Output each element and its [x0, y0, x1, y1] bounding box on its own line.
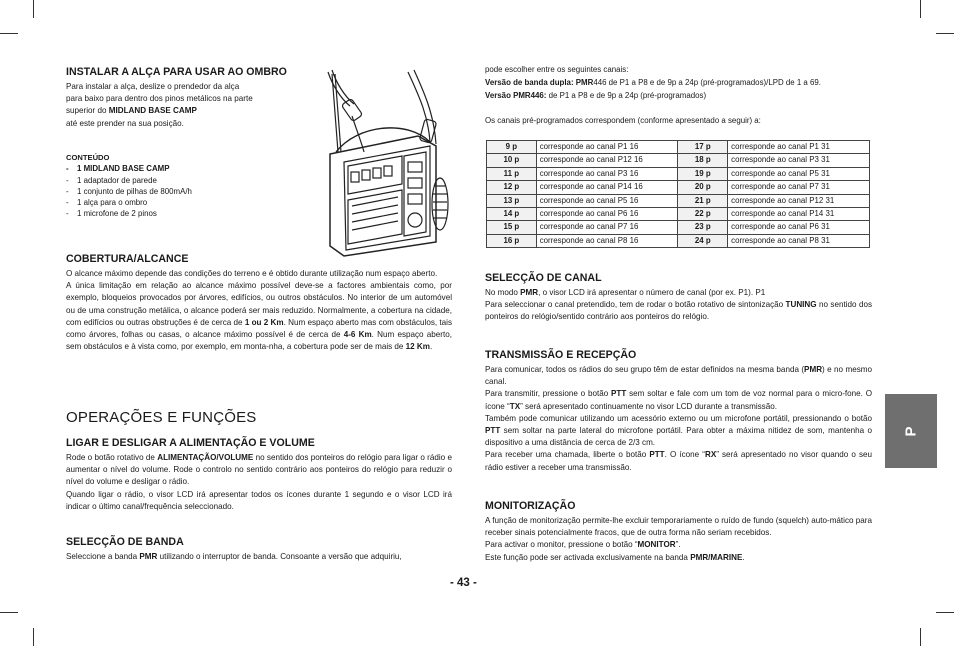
preset-intro: Os canais pré-programados correspondem (conforme apresentado a seguir) a:: [485, 116, 761, 125]
table-cell: corresponde ao canal P1 16: [536, 141, 678, 154]
table-cell: 16 p: [487, 234, 537, 247]
monitor-section: [485, 500, 872, 564]
table-cell: corresponde ao canal P12 31: [728, 194, 870, 207]
power-section: [66, 437, 452, 513]
contents-list: [66, 163, 266, 219]
radio-illustration: [318, 64, 460, 260]
table-cell: 15 p: [487, 221, 537, 234]
strap-title: INSTALAR A ALÇA PARA USAR AO OMBRO: [66, 66, 287, 78]
strap-line: Para instalar a alça, deslize o prendedor da alça: [66, 82, 240, 91]
language-tab-letter: P: [902, 425, 920, 437]
table-cell: corresponde ao canal P14 16: [536, 181, 678, 194]
list-item: - 1 adaptador de parede: [66, 175, 266, 186]
crop-mark: [936, 33, 954, 34]
monitor-paragraph: A função de monitorização permite-lhe excluir temporariamente o ruído de fundo (squelch) auto-mático para receber sinais potencialmente fracos, que de outra forma não seriam recebidos.: [485, 516, 872, 538]
table-cell: 22 p: [678, 208, 728, 221]
table-cell: corresponde ao canal P3 31: [728, 154, 870, 167]
crop-mark: [920, 628, 921, 646]
power-paragraph: Rode o botão rotativo de ALIMENTAÇÃO/VOLUME no sentido dos ponteiros do relógio para ligar o rádio e aumentar o nível do volume. Rode o controlo no sentido contrário aos ponteiros do relógio para reduzir o nível do volume e desligar o rádio.: [66, 453, 452, 487]
table-row: [487, 141, 870, 154]
dual-version: Versão de banda dupla: PMR446 de P1 a P8 e de 9p a 24p (pré-programados)/LPD de 1 a 69.: [485, 78, 821, 87]
table-cell: 10 p: [487, 154, 537, 167]
power-paragraph: Quando ligar o rádio, o visor LCD irá apresentar todos os ícones durante 1 segundo e o visor LCD irá indicar o último canal/frequência seleccionado.: [66, 489, 452, 511]
txrx-title: TRANSMISSÃO E RECEPÇÃO: [485, 349, 637, 361]
table-cell: 13 p: [487, 194, 537, 207]
monitor-title: MONITORIZAÇÃO: [485, 500, 576, 512]
channel-table: [486, 140, 870, 248]
txrx-paragraph: Para comunicar, todos os rádios do seu grupo têm de estar definidos na mesma banda (PMR) e no mesmo canal.: [485, 365, 872, 387]
coverage-paragraph: A única limitação em relação ao alcance máximo possível deve-se a factores ambientais como, por exemplo, bloqueios provocados por árvores, edifícios, ou outros obstáculos. No interior de um automóvel ou de uma construção metálica, o alcance poderá ser mais reduzido. Normalmente, a cobertura na cidade, com edifícios ou outras obstruções é de cerca de 1 ou 2 Km. Num espaço aberto mas com obstáculos, tais como árvores, folhas ou casas, o alcance máximo possível é de cerca de 4-6 Km. Num espaço aberto, sem obstáculos e à vista como, por exemplo, em monta-nha, a cobertura pode ser de mais de 12 Km.: [66, 281, 452, 352]
crop-mark: [936, 612, 954, 613]
table-cell: corresponde ao canal P1 31: [728, 141, 870, 154]
table-cell: 14 p: [487, 208, 537, 221]
pmr-version: Versão PMR446: de P1 a P8 e de 9p a 24p (pré-programados): [485, 91, 707, 100]
power-title: LIGAR E DESLIGAR A ALIMENTAÇÃO E VOLUME: [66, 437, 315, 449]
table-cell: corresponde ao canal P7 16: [536, 221, 678, 234]
monitor-paragraph: Para activar o monitor, pressione o botão “MONITOR”.: [485, 540, 681, 550]
versions-intro: pode escolher entre os seguintes canais:: [485, 65, 629, 74]
table-row: [487, 167, 870, 180]
table-cell: corresponde ao canal P5 16: [536, 194, 678, 207]
table-cell: corresponde ao canal P3 16: [536, 167, 678, 180]
contents-section: [66, 152, 266, 220]
table-cell: 9 p: [487, 141, 537, 154]
table-row: [487, 208, 870, 221]
list-item: - 1 microfone de 2 pinos: [66, 208, 266, 219]
band-title: SELECÇÃO DE BANDA: [66, 536, 184, 548]
table-cell: corresponde ao canal P14 31: [728, 208, 870, 221]
table-cell: 20 p: [678, 181, 728, 194]
table-cell: corresponde ao canal P12 16: [536, 154, 678, 167]
table-row: [487, 181, 870, 194]
table-cell: corresponde ao canal P6 16: [536, 208, 678, 221]
table-cell: 24 p: [678, 234, 728, 247]
band-section: [66, 536, 452, 563]
txrx-section: [485, 349, 872, 474]
table-row: [487, 194, 870, 207]
table-cell: 23 p: [678, 221, 728, 234]
table-row: [487, 234, 870, 247]
strap-line: até este prender na sua posição.: [66, 118, 184, 128]
table-row: [487, 221, 870, 234]
txrx-paragraph: Para transmitir, pressione o botão PTT sem soltar e fale com um tom de voz normal para o micro-fone. O ícone “TX” será apresentado continuamente no visor LCD durante a transmissão.: [485, 389, 872, 411]
coverage-title: COBERTURA/ALCANCE: [66, 253, 189, 265]
crop-mark: [920, 0, 921, 18]
versions-block: [485, 63, 873, 127]
strap-section: [66, 66, 316, 130]
operations-heading: OPERAÇÕES E FUNÇÕES: [66, 409, 257, 426]
table-cell: corresponde ao canal P5 31: [728, 167, 870, 180]
language-tab: [885, 394, 937, 468]
table-cell: 12 p: [487, 181, 537, 194]
channel-selection-section: [485, 272, 872, 324]
table-cell: corresponde ao canal P8 31: [728, 234, 870, 247]
txrx-paragraph: Para receber uma chamada, liberte o botão PTT. O ícone “RX” será apresentado no visor quando o seu rádio estiver a receber uma transmissão.: [485, 450, 872, 472]
table-row: [487, 154, 870, 167]
strap-line: superior do MIDLAND BASE CAMP: [66, 106, 197, 116]
table-cell: 17 p: [678, 141, 728, 154]
band-paragraph: Seleccione a banda PMR utilizando o interruptor de banda. Consoante a versão que adquiriu,: [66, 552, 402, 561]
table-cell: corresponde ao canal P7 31: [728, 181, 870, 194]
coverage-paragraph: O alcance máximo depende das condições do terreno e é obtido durante utilização num espaço aberto.: [66, 269, 438, 278]
channel-selection-title: SELECÇÃO DE CANAL: [485, 272, 602, 284]
coverage-section: [66, 253, 452, 353]
list-item: - 1 conjunto de pilhas de 800mA/h: [66, 186, 266, 197]
channel-selection-paragraph: Para seleccionar o canal pretendido, tem de rodar o botão rotativo de sintonização TUNING no sentido dos ponteiros do relógio/sentido contrário aos ponteiros do relógio.: [485, 300, 872, 322]
txrx-paragraph: Também pode comunicar utilizando um acessório externo ou um microfone portátil, pressionando o botão PTT sem soltar na parte lateral do microfone portátil. Para obter a máxima nitidez de som, mantenha o dispositivo a uma distância de cerca de 2/3 cm.: [485, 413, 872, 448]
strap-line: para baixo para dentro dos pinos metálicos na parte: [66, 94, 253, 104]
contents-title: CONTEÚDO: [66, 153, 110, 162]
crop-mark: [33, 0, 34, 18]
page-number: - 43 -: [450, 577, 477, 589]
crop-mark: [33, 628, 34, 646]
table-cell: 18 p: [678, 154, 728, 167]
crop-mark: [0, 612, 18, 613]
list-item: - 1 MIDLAND BASE CAMP: [66, 163, 266, 174]
channel-selection-paragraph: No modo PMR, o visor LCD irá apresentar o número de canal (por ex. P1). P1: [485, 288, 766, 297]
table-cell: corresponde ao canal P6 31: [728, 221, 870, 234]
table-cell: 11 p: [487, 167, 537, 180]
list-item: - 1 alça para o ombro: [66, 197, 266, 208]
crop-mark: [0, 33, 18, 34]
table-cell: corresponde ao canal P8 16: [536, 234, 678, 247]
table-cell: 19 p: [678, 167, 728, 180]
table-cell: 21 p: [678, 194, 728, 207]
monitor-paragraph: Este função pode ser activada exclusivamente na banda PMR/MARINE.: [485, 552, 745, 562]
